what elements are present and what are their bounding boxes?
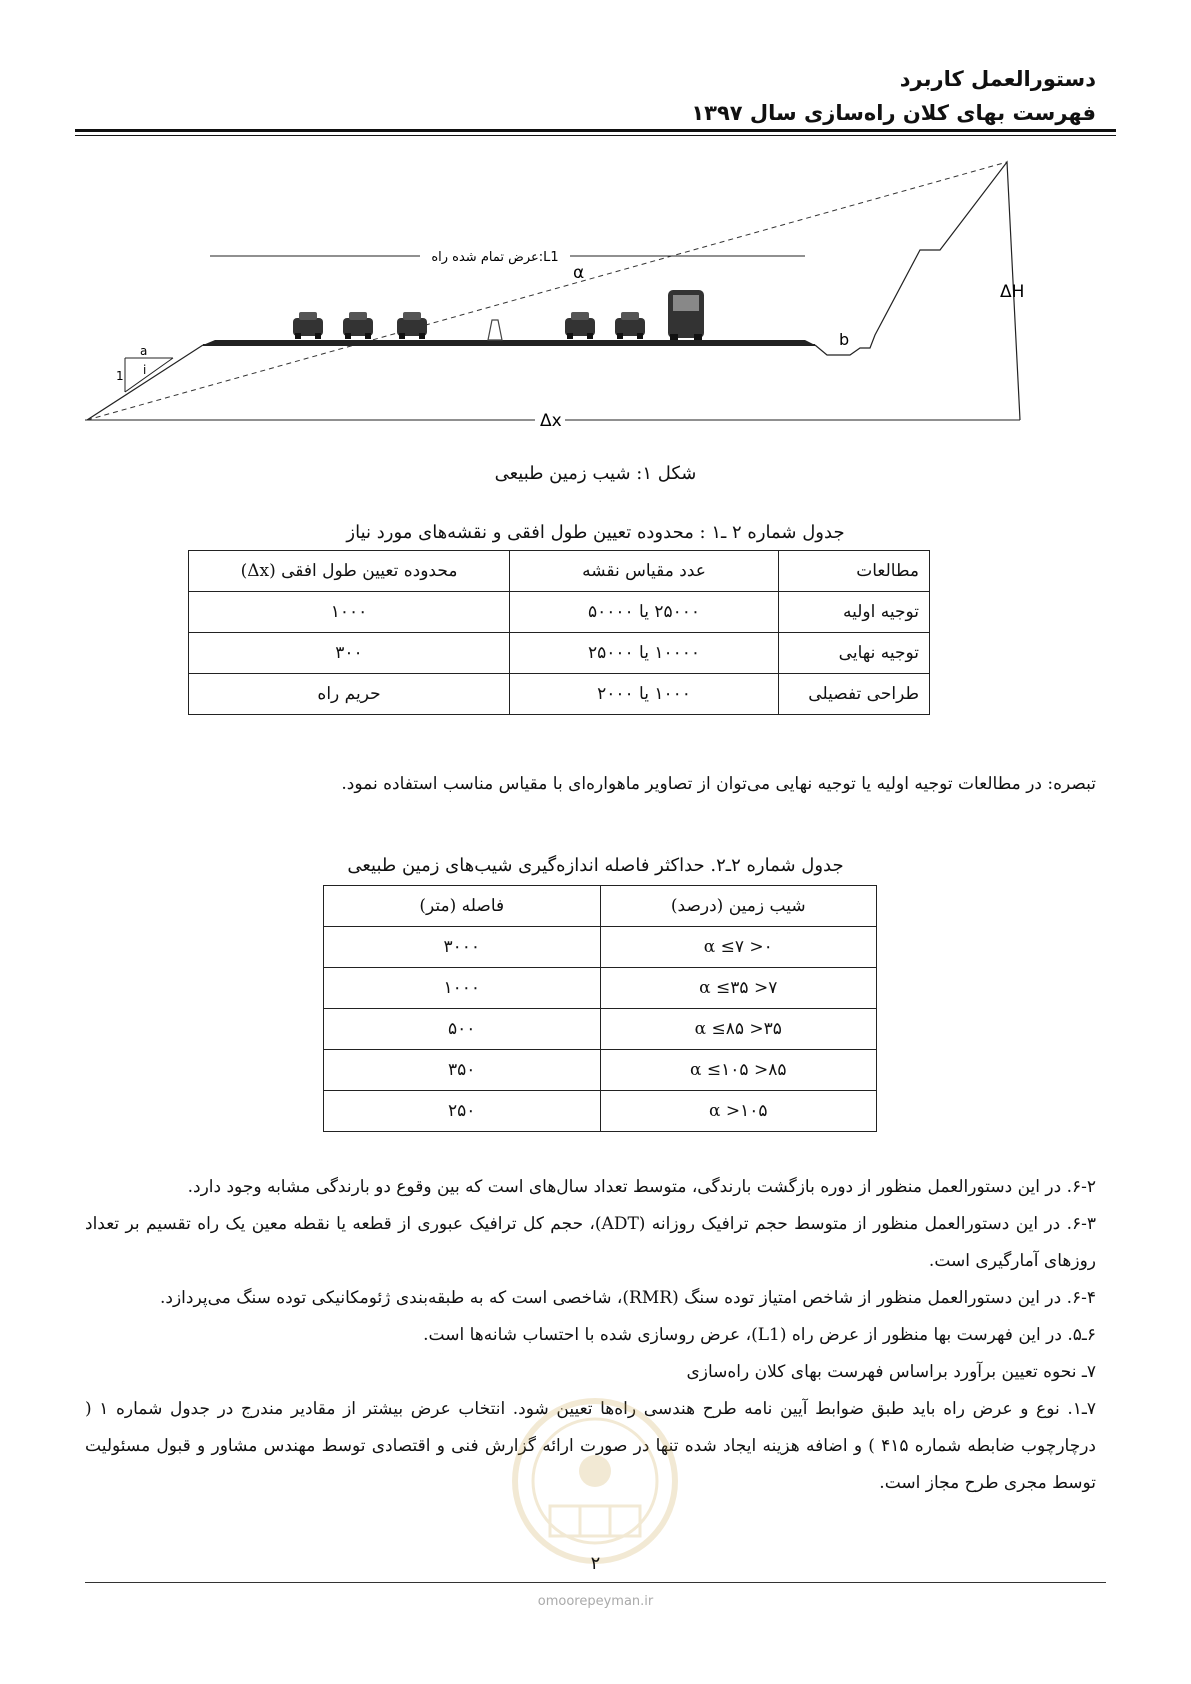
paragraph-6-5: ۶ـ۵. در این فهرست بها منظور از عرض راه (L1)، عرض روسازی شده با احتساب شانه‌ها است. [423, 1325, 1096, 1345]
table-row [189, 592, 930, 633]
table-row [324, 927, 877, 968]
table-cell: ۳۵۰ [324, 1050, 601, 1091]
header-rule-thick [75, 129, 1116, 132]
table-cell: α >۱۰۵ [600, 1091, 877, 1132]
table-cell: توجیه اولیه [779, 592, 930, 633]
table-cell: توجیه نهایی [779, 633, 930, 674]
table-header-cell: فاصله (متر) [324, 886, 601, 927]
table-row [189, 674, 930, 715]
table-row [324, 1009, 877, 1050]
car-icon [615, 312, 645, 339]
paragraph-6-3: ۶-۳. در این دستورالعمل منظور از متوسط حجم ترافیک روزانه (ADT)، حجم کل ترافیک عبوری از قطعه یا نقطه معین یک راه تقسیم بر تعداد روزهای آمارگیری است. [85, 1214, 1096, 1271]
watermark-seal [510, 1396, 680, 1566]
table-header-cell: شیب زمین (درصد) [600, 886, 877, 927]
table2-caption: جدول شماره ۲ـ۲. حداکثر فاصله اندازه‌گیری شیب‌های زمین طبیعی [347, 855, 844, 876]
alpha-label: α [573, 263, 585, 283]
table-cell: ۱۰۰۰ [189, 592, 510, 633]
slope-a-label: a [140, 344, 148, 358]
median-barrier-icon [488, 320, 502, 340]
table-row [324, 968, 877, 1009]
car-icon [397, 312, 427, 339]
paragraph-6-2: ۶-۲. در این دستورالعمل منظور از دوره بازگشت بارندگی، متوسط تعداد سال‌های است که بین وقوع دو بارندگی مشابه وجود دارد. [187, 1177, 1096, 1197]
natural-slope-figure [85, 160, 1030, 440]
table-cell: ۱۰۰۰ [324, 968, 601, 1009]
table-row [324, 1050, 877, 1091]
page-number: ۲ [590, 1553, 601, 1574]
table-cell: ۲۵۰ [324, 1091, 601, 1132]
table-cell: ۳۰۰ [189, 633, 510, 674]
paragraph-6-4: ۶-۴. در این دستورالعمل منظور از شاخص امتیاز توده سنگ (RMR)، شاخصی است که به طبقه‌بندی ژئومکانیکی توده سنگ می‌پردازد. [160, 1288, 1096, 1308]
figure-caption: شکل ۱: شیب زمین طبیعی [494, 463, 697, 484]
header-rule-thin [75, 135, 1116, 136]
table-cell: ۱۰۰۰۰ یا ۲۵۰۰۰ [510, 633, 779, 674]
table-header-cell: مطالعات [779, 551, 930, 592]
car-icon [293, 312, 323, 339]
table-cell: ۵۰۰ [324, 1009, 601, 1050]
bus-icon [668, 290, 704, 340]
website-watermark: omoorepeyman.ir [537, 1594, 654, 1609]
table-cell: حریم راه [189, 674, 510, 715]
table-cell: ۲۵۰۰۰ یا ۵۰۰۰۰ [510, 592, 779, 633]
table-note: تبصره: در مطالعات توجیه اولیه یا توجیه نهایی می‌توان از تصاویر ماهواره‌ای با مقیاس مناسب استفاده نمود. [341, 774, 1096, 794]
paragraph-7-1: ۷ـ۱. نوع و عرض راه باید طبق ضوابط آیین نامه طرح هندسی راه‌ها تعیین شود. انتخاب عرض بیشتر از مقادیر مندرج در جدول شماره ۱ ( درچارچوب ضابطه شماره ۴۱۵ ) و اضافه هزینه ایجاد شده تنها در صورت ارائه گزارش فنی و اقتصادی توسط مهندس مشاور و قبول مسئولیت توسط مجری طرح مجاز است. [85, 1399, 1096, 1493]
table1-caption: جدول شماره ۲ ـ۱ : محدوده تعیین طول افقی و نقشه‌های مورد نیاز [346, 522, 845, 543]
section-heading-7: ۷ـ نحوه تعیین برآورد براساس فهرست بهای کلان راه‌سازی [686, 1362, 1096, 1382]
table-cell: طراحی تفصیلی [779, 674, 930, 715]
table-cell: ۰< α ≤۷ [600, 927, 877, 968]
table-header-row [189, 551, 930, 592]
footer-rule [85, 1582, 1106, 1583]
page-header [691, 62, 1096, 130]
table-header-cell: محدوده تعیین طول افقی (Δx) [189, 551, 510, 592]
table-slope-distance [323, 885, 877, 1132]
table-header-cell: عدد مقیاس نقشه [510, 551, 779, 592]
car-icon [343, 312, 373, 339]
header-subtitle: فهرست بهای کلان راه‌سازی سال ۱۳۹۷ [691, 101, 1096, 125]
table-cell: ۷< α ≤۳۵ [600, 968, 877, 1009]
table-cell: ۳۰۰۰ [324, 927, 601, 968]
table-horizontal-length [188, 550, 930, 715]
slope-one-label: 1 [116, 369, 124, 383]
width-label: L1:عرض تمام شده راه [431, 250, 559, 265]
car-icon [565, 312, 595, 339]
slope-i-label: i [143, 363, 147, 377]
header-title: دستورالعمل کاربرد [899, 67, 1096, 91]
table-cell: ۸۵< α ≤۱۰۵ [600, 1050, 877, 1091]
table-row [324, 1091, 877, 1132]
table-cell: ۳۵< α ≤۸۵ [600, 1009, 877, 1050]
delta-h-label: ΔH [1000, 282, 1025, 302]
delta-x-label: Δx [540, 411, 562, 431]
table-header-row [324, 886, 877, 927]
table-cell: ۱۰۰۰ یا ۲۰۰۰ [510, 674, 779, 715]
table-row [189, 633, 930, 674]
b-label: b [839, 330, 850, 349]
